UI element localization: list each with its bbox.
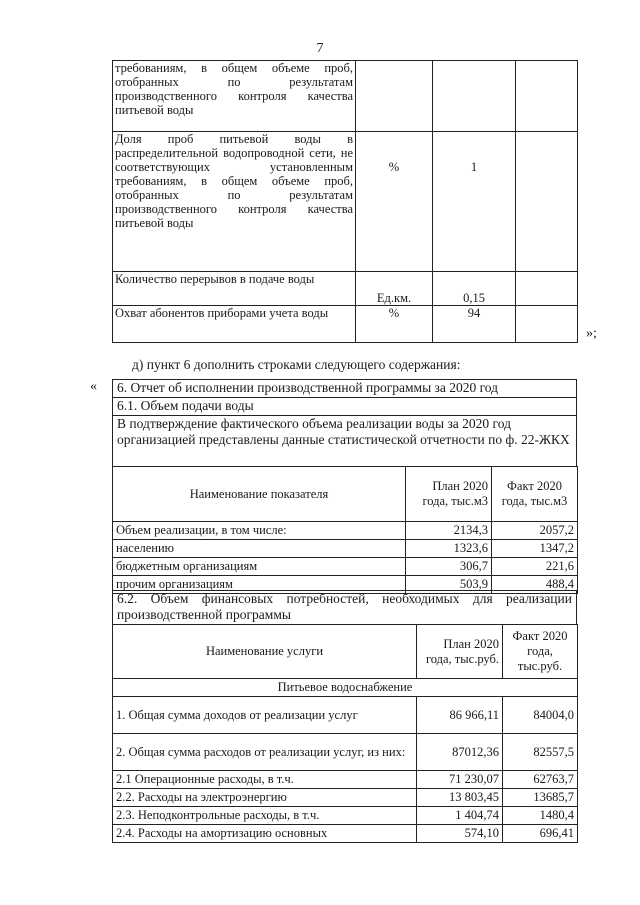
- indicator-value: [433, 61, 516, 132]
- indicator-unit: [356, 61, 433, 132]
- indicator-extra: [516, 61, 578, 132]
- row-fact: 84004,0: [503, 697, 578, 734]
- row-name: населению: [113, 540, 406, 558]
- header-plan: План 2020 года, тыс.руб.: [417, 625, 503, 679]
- row-plan: 13 803,45: [417, 789, 503, 807]
- section-6-1-note: В подтверждение фактического объема реализации воды за 2020 год организацией представлены данные статистической отчетности по ф. 22-ЖКХ: [112, 415, 577, 467]
- indicator-name: Охват абонентов приборами учета воды: [113, 306, 356, 343]
- row-plan: 1323,6: [406, 540, 492, 558]
- page-number: 7: [316, 41, 324, 56]
- indicator-extra: [516, 272, 578, 306]
- row-plan: 503,9: [406, 576, 492, 594]
- indicator-value: 1: [433, 132, 516, 272]
- table-row: [113, 306, 578, 343]
- table-row: [113, 734, 578, 771]
- section-6-title: 6. Отчет об исполнении производственной программы за 2020 год: [112, 379, 577, 398]
- header-fact: Факт 2020 года, тыс.руб.: [503, 625, 578, 679]
- table-row: [113, 807, 578, 825]
- indicators-table: [112, 60, 578, 343]
- table-row: [113, 132, 578, 272]
- indicator-value: 0,15: [433, 272, 516, 306]
- indicator-unit: Ед.км.: [356, 272, 433, 306]
- row-fact: 1480,4: [503, 807, 578, 825]
- group-label: Питьевое водоснабжение: [113, 679, 578, 697]
- table-row: [113, 540, 578, 558]
- row-name: прочим организациям: [113, 576, 406, 594]
- row-plan: 86 966,11: [417, 697, 503, 734]
- row-fact: 488,4: [492, 576, 578, 594]
- row-name: 1. Общая сумма доходов от реализации услуг: [113, 697, 417, 734]
- row-name: 2. Общая сумма расходов от реализации услуг, из них:: [113, 734, 417, 771]
- row-fact: 13685,7: [503, 789, 578, 807]
- indicator-value: 94: [433, 306, 516, 343]
- row-plan: 87012,36: [417, 734, 503, 771]
- row-plan: 71 230,07: [417, 771, 503, 789]
- row-name: Объем реализации, в том числе:: [113, 522, 406, 540]
- indicator-name: требованиям, в общем объеме проб, отобранных по результатам производственного контроля качества питьевой воды: [113, 61, 356, 132]
- table-header-row: [113, 625, 578, 679]
- row-fact: 62763,7: [503, 771, 578, 789]
- opening-quote: «: [90, 379, 97, 394]
- table-row: [113, 522, 578, 540]
- indicator-extra: [516, 132, 578, 272]
- table-header-row: [113, 467, 578, 522]
- row-fact: 82557,5: [503, 734, 578, 771]
- table-row: [113, 61, 578, 132]
- table-row: [113, 558, 578, 576]
- header-fact: Факт 2020 года, тыс.м3: [492, 467, 578, 522]
- row-fact: 696,41: [503, 825, 578, 843]
- indicator-unit: %: [356, 306, 433, 343]
- group-row: [113, 679, 578, 697]
- financial-needs-table: [112, 624, 578, 843]
- indicator-name: Доля проб питьевой воды в распределительной водопроводной сети, не соответствующих установленным требованиям, в общем объеме проб, отобранных по результатам производственного контроля качества питьевой воды: [113, 132, 356, 272]
- indicator-extra: [516, 306, 578, 343]
- row-fact: 221,6: [492, 558, 578, 576]
- row-plan: 574,10: [417, 825, 503, 843]
- row-name: 2.4. Расходы на амортизацию основных: [113, 825, 417, 843]
- table-row: [113, 272, 578, 306]
- closing-quote: »;: [586, 326, 597, 341]
- header-name: Наименование показателя: [113, 467, 406, 522]
- row-fact: 1347,2: [492, 540, 578, 558]
- table-row: [113, 771, 578, 789]
- table-row: [113, 789, 578, 807]
- header-name: Наименование услуги: [113, 625, 417, 679]
- row-plan: 2134,3: [406, 522, 492, 540]
- section-6-2-title: 6.2. Объем финансовых потребностей, необходимых для реализации производственной программы: [112, 590, 577, 625]
- row-fact: 2057,2: [492, 522, 578, 540]
- row-name: 2.1 Операционные расходы, в т.ч.: [113, 771, 417, 789]
- row-plan: 1 404,74: [417, 807, 503, 825]
- indicator-unit: %: [356, 132, 433, 272]
- table-row: [113, 825, 578, 843]
- indicator-name: Количество перерывов в подаче воды: [113, 272, 356, 306]
- row-name: 2.3. Неподконтрольные расходы, в т.ч.: [113, 807, 417, 825]
- row-name: 2.2. Расходы на электроэнергию: [113, 789, 417, 807]
- water-volume-table: [112, 466, 578, 594]
- row-name: бюджетным организациям: [113, 558, 406, 576]
- amendment-intro: д) пункт 6 дополнить строками следующего содержания:: [132, 357, 461, 372]
- row-plan: 306,7: [406, 558, 492, 576]
- table-row: [113, 697, 578, 734]
- section-6-1-title: 6.1. Объем подачи воды: [112, 397, 577, 416]
- header-plan: План 2020 года, тыс.м3: [406, 467, 492, 522]
